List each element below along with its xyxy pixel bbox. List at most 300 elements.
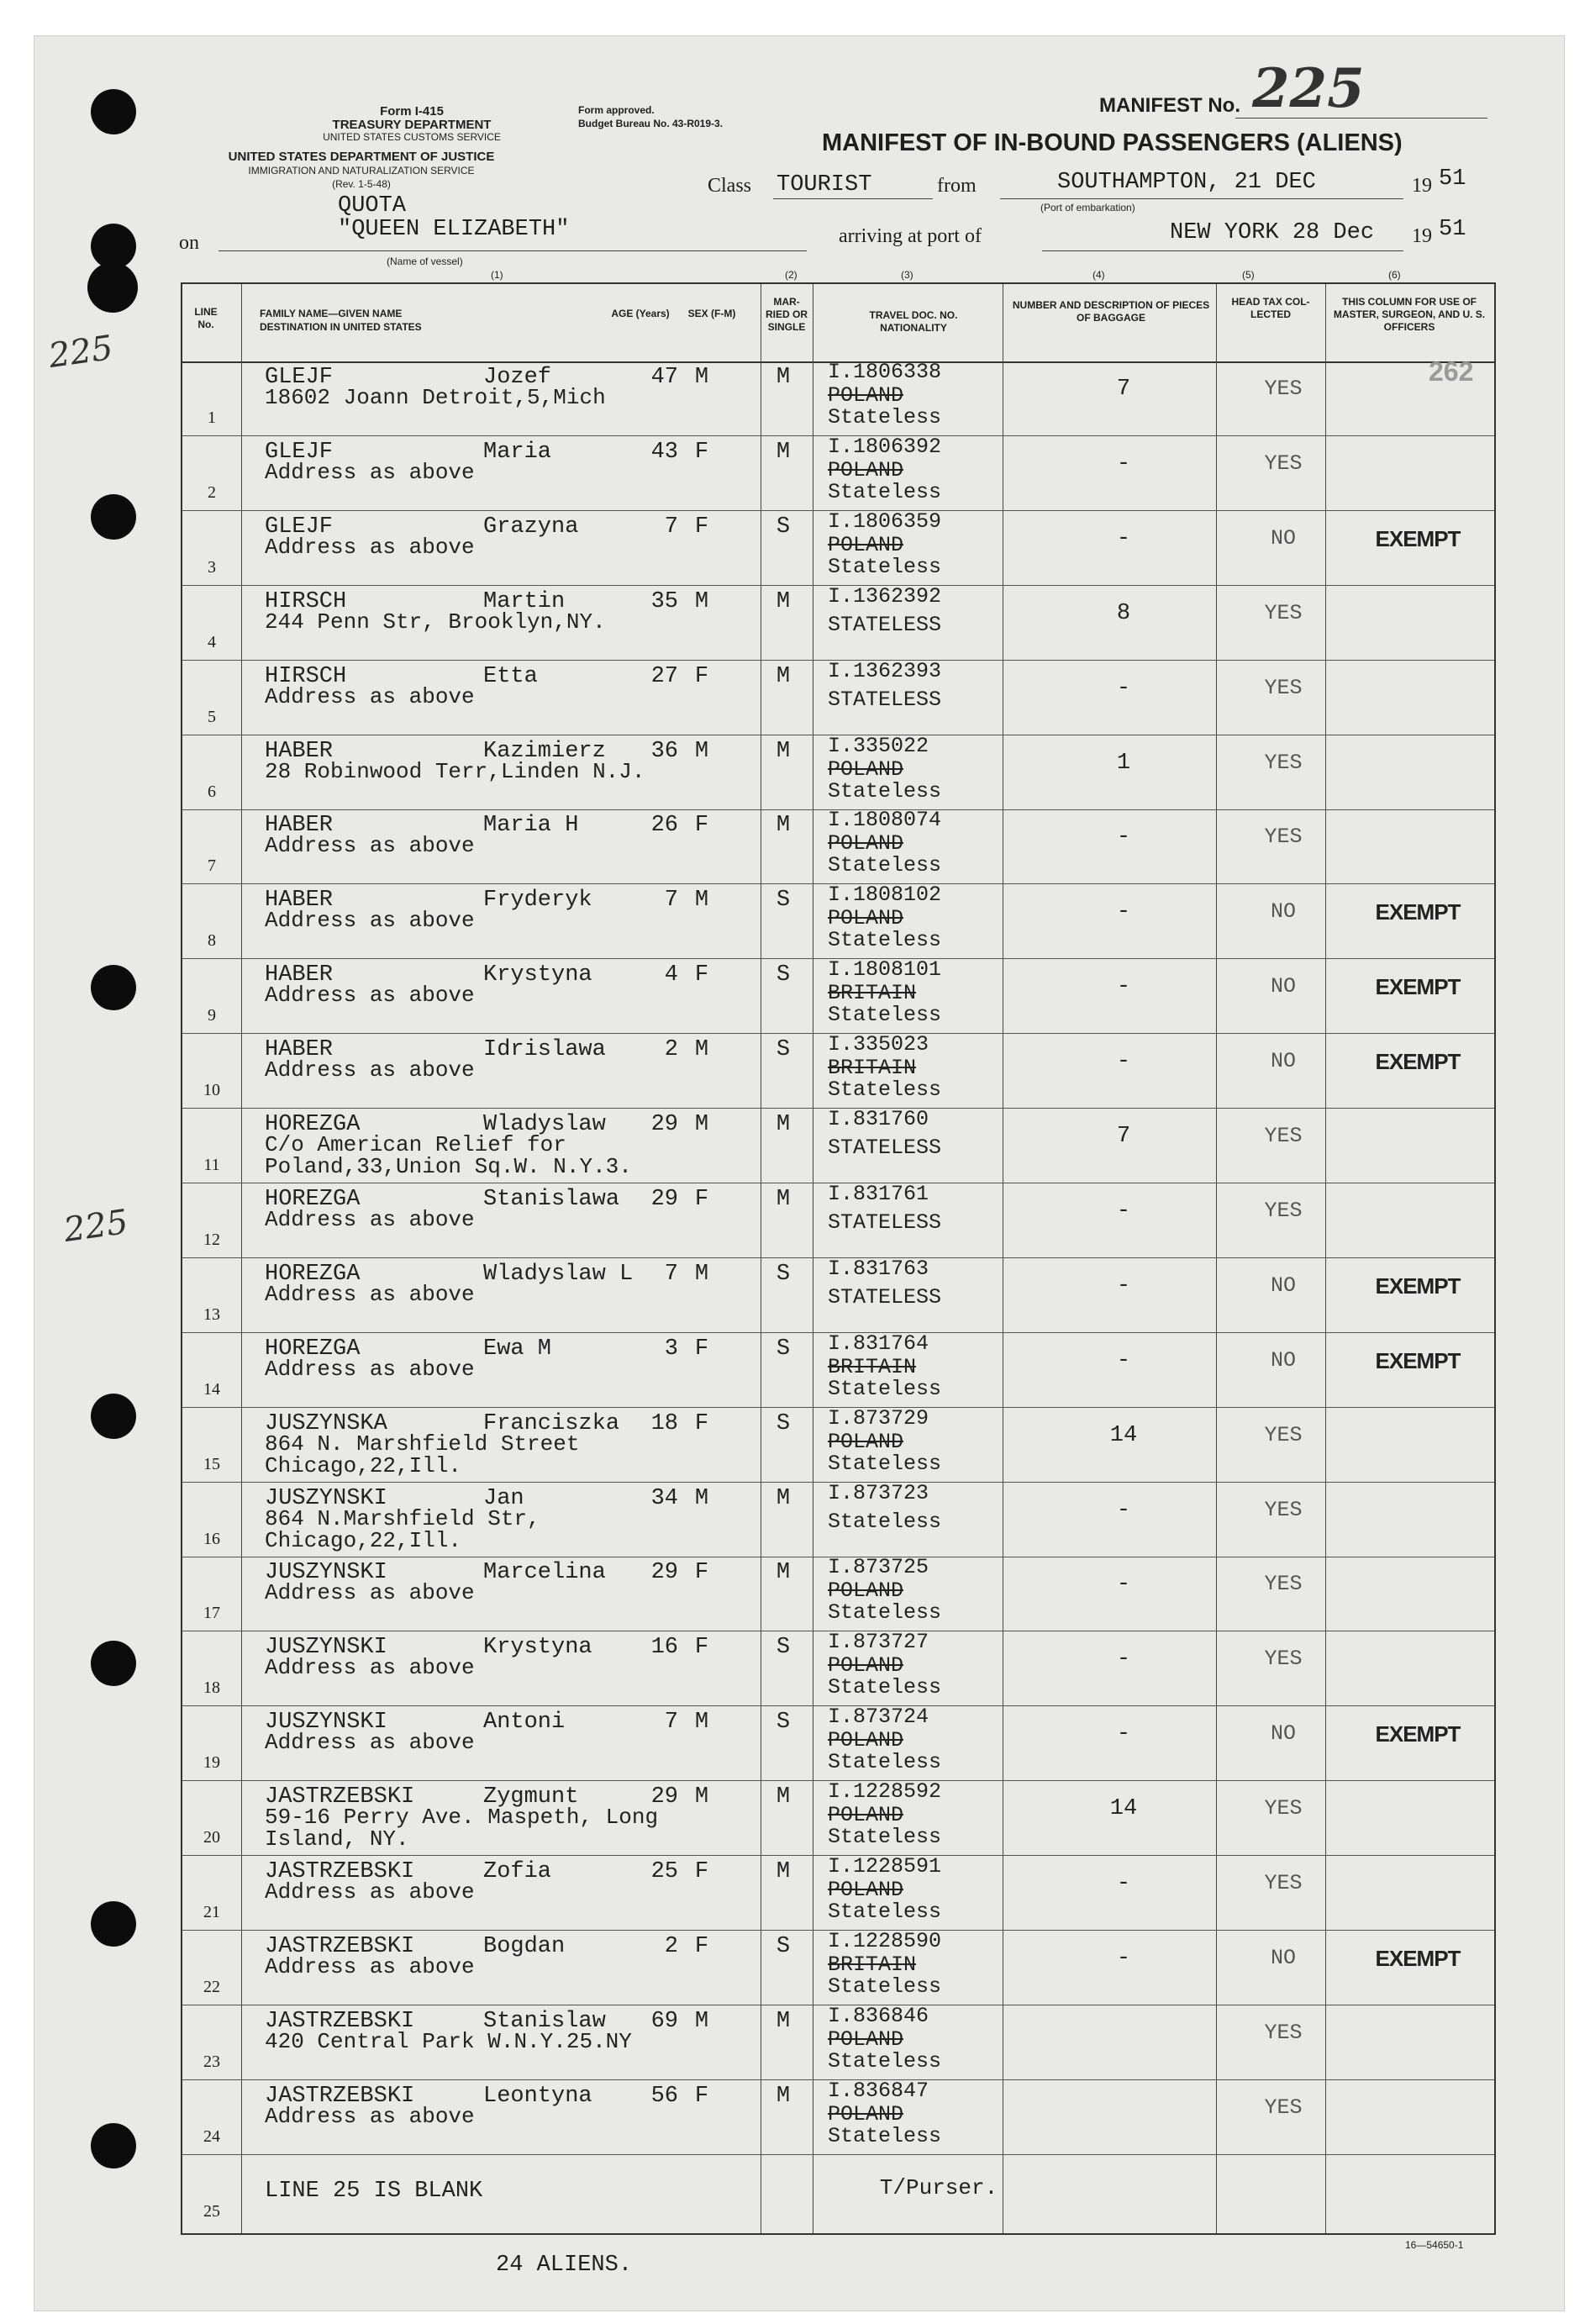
table-row bbox=[182, 2155, 1494, 2229]
given-name: Antoni bbox=[483, 1710, 566, 1736]
col-header-head-tax: HEAD TAX COL-LECTED bbox=[1231, 296, 1310, 320]
nationality: Stateless bbox=[828, 1376, 942, 1401]
sex: M bbox=[694, 1261, 709, 1287]
line-number: 2 bbox=[208, 482, 216, 502]
age: 29 bbox=[650, 1186, 678, 1212]
passenger-rows bbox=[182, 361, 1494, 2233]
table-row bbox=[182, 1480, 1494, 1557]
given-name: Krystyna bbox=[483, 962, 592, 988]
destination-address: 59-16 Perry Ave. Maspeth, Long Island, NY. bbox=[265, 1805, 659, 1852]
baggage-count: 14 bbox=[1109, 1796, 1138, 1822]
destination-address: Address as above bbox=[265, 1057, 475, 1083]
officer-note: EXEMPT bbox=[1375, 1273, 1461, 1299]
baggage-count: - bbox=[1116, 974, 1131, 1000]
line-number: 12 bbox=[203, 1230, 220, 1249]
nationality-struck: POLAND bbox=[828, 1653, 904, 1678]
sex: F bbox=[694, 514, 709, 540]
travel-doc-number: I.1806338 bbox=[828, 360, 942, 384]
col-header-travel-doc: TRAVEL DOC. NO. NATIONALITY bbox=[869, 309, 958, 334]
given-name: Bogdan bbox=[483, 1933, 566, 1959]
officer-note: EXEMPT bbox=[1375, 1049, 1461, 1075]
revision: (Rev. 1-5-48) bbox=[332, 178, 391, 190]
head-tax: NO bbox=[1270, 1347, 1296, 1373]
vessel-caption: (Name of vessel) bbox=[387, 256, 463, 267]
sex: M bbox=[694, 888, 709, 914]
aliens-count: 24 ALIENS. bbox=[496, 2253, 633, 2278]
given-name: Maria H bbox=[483, 813, 579, 839]
travel-doc-number: I.836846 bbox=[828, 2003, 929, 2028]
family-name: HABER bbox=[265, 1037, 334, 1063]
given-name: Wladyslaw bbox=[483, 1112, 606, 1137]
age: 25 bbox=[650, 1859, 678, 1884]
table-row bbox=[182, 959, 1494, 1034]
given-name: Fryderyk bbox=[483, 888, 592, 914]
given-name: Leontyna bbox=[483, 2083, 592, 2109]
line-number: 1 bbox=[208, 408, 216, 427]
destination-address: 18602 Joann Detroit,5,Mich bbox=[265, 385, 606, 410]
travel-doc-number: I.1806359 bbox=[828, 509, 942, 534]
col-header-sex: SEX (F-M) bbox=[687, 308, 736, 319]
head-tax: NO bbox=[1270, 899, 1296, 925]
nationality-struck: POLAND bbox=[828, 831, 904, 856]
age: 29 bbox=[650, 1784, 678, 1810]
marital-status: M bbox=[776, 1859, 791, 1884]
head-tax: NO bbox=[1270, 1945, 1296, 1970]
marital-status: M bbox=[776, 663, 791, 689]
head-tax: YES bbox=[1264, 825, 1303, 850]
baggage-count: - bbox=[1116, 1871, 1131, 1896]
form-approved: Form approved. bbox=[578, 104, 655, 116]
sex: M bbox=[694, 738, 709, 764]
family-name: JUSZYNSKI bbox=[265, 1710, 387, 1736]
table-row bbox=[182, 511, 1494, 586]
marital-status: S bbox=[776, 1037, 791, 1063]
travel-doc-number: I.831764 bbox=[828, 1331, 929, 1356]
marital-status: M bbox=[776, 365, 791, 390]
nationality-struck: BRITAIN bbox=[828, 1354, 917, 1379]
travel-doc-number: I.335022 bbox=[828, 733, 929, 758]
destination-address: Address as above bbox=[265, 1281, 475, 1307]
destination-address: C/o American Relief for Poland,33,Union Sq.W. N.Y.3. bbox=[265, 1132, 632, 1179]
stamp-262: 262 bbox=[1429, 356, 1474, 387]
marital-status: M bbox=[776, 588, 791, 614]
binder-hole bbox=[91, 89, 136, 134]
line-number: 22 bbox=[203, 1977, 220, 1996]
travel-doc-number: I.873725 bbox=[828, 1555, 929, 1580]
nationality-struck: BRITAIN bbox=[828, 1056, 917, 1081]
head-tax: YES bbox=[1264, 451, 1303, 476]
table-header bbox=[182, 284, 1494, 363]
head-tax: YES bbox=[1264, 377, 1303, 401]
nationality: Stateless bbox=[828, 778, 942, 804]
destination-address: 420 Central Park W.N.Y.25.NY bbox=[265, 2028, 632, 2054]
age: 27 bbox=[650, 663, 678, 689]
nationality-struck: POLAND bbox=[828, 2101, 904, 2126]
nationality: Stateless bbox=[828, 405, 942, 429]
arrival-value: NEW YORK 28 Dec bbox=[1170, 220, 1375, 245]
line-number: 8 bbox=[208, 931, 216, 951]
nationality: Stateless bbox=[828, 1509, 942, 1534]
col-header-age: AGE (Years) bbox=[611, 308, 670, 319]
col-num-2: (2) bbox=[785, 269, 798, 281]
given-name: Jozef bbox=[483, 365, 552, 390]
officer-note: EXEMPT bbox=[1375, 1945, 1461, 1971]
treasury-dept: TREASURY DEPARTMENT bbox=[332, 118, 492, 132]
head-tax: NO bbox=[1270, 974, 1296, 999]
sex: F bbox=[694, 962, 709, 988]
family-name: HABER bbox=[265, 962, 334, 988]
given-name: Kazimierz bbox=[483, 738, 606, 764]
baggage-count: - bbox=[1116, 451, 1131, 477]
quota: QUOTA bbox=[338, 193, 407, 219]
table-row bbox=[182, 436, 1494, 511]
head-tax: YES bbox=[1264, 1572, 1303, 1597]
margin-note: 225 bbox=[61, 1202, 131, 1251]
age: 3 bbox=[664, 1336, 678, 1362]
nationality: Stateless bbox=[828, 853, 942, 878]
given-name: Maria bbox=[483, 439, 552, 465]
destination-address: Address as above bbox=[265, 983, 475, 1009]
sex: M bbox=[694, 588, 709, 614]
head-tax: YES bbox=[1264, 1124, 1303, 1148]
baggage-count: - bbox=[1116, 675, 1131, 701]
family-name: HABER bbox=[265, 813, 334, 839]
destination-address: Address as above bbox=[265, 459, 475, 485]
manifest-title: MANIFEST OF IN-BOUND PASSENGERS (ALIENS) bbox=[822, 129, 1403, 156]
line-number: 17 bbox=[203, 1604, 220, 1623]
travel-doc-number: I.873727 bbox=[828, 1630, 929, 1655]
binder-hole bbox=[91, 1901, 136, 1947]
ins-service: IMMIGRATION AND NATURALIZATION SERVICE bbox=[248, 165, 475, 177]
marital-status: M bbox=[776, 1784, 791, 1810]
line-number: 20 bbox=[203, 1828, 220, 1847]
table-row bbox=[182, 884, 1494, 959]
nationality-struck: POLAND bbox=[828, 1803, 904, 1828]
family-name: HABER bbox=[265, 888, 334, 914]
vessel-name: "QUEEN ELIZABETH" bbox=[338, 217, 570, 242]
table-row bbox=[182, 735, 1494, 810]
nationality: STATELESS bbox=[828, 687, 942, 712]
family-name: JUSZYNSKA bbox=[265, 1410, 387, 1436]
sex: F bbox=[694, 1560, 709, 1586]
age: 4 bbox=[664, 962, 678, 988]
table-row bbox=[182, 2080, 1494, 2155]
travel-doc-number: I.1806392 bbox=[828, 434, 942, 459]
class-label: Class bbox=[708, 175, 752, 197]
marital-status: S bbox=[776, 1410, 791, 1436]
head-tax: NO bbox=[1270, 1049, 1296, 1074]
line-number: 6 bbox=[208, 782, 216, 801]
family-name: HOREZGA bbox=[265, 1261, 361, 1287]
baggage-count: 7 bbox=[1116, 377, 1131, 402]
binder-hole bbox=[91, 2123, 136, 2169]
table-row bbox=[182, 2005, 1494, 2080]
sex: F bbox=[694, 1859, 709, 1884]
sex: F bbox=[694, 1933, 709, 1959]
officer-note: EXEMPT bbox=[1375, 899, 1461, 925]
class-value: TOURIST bbox=[777, 172, 872, 198]
nationality: Stateless bbox=[828, 928, 942, 953]
officer-note: EXEMPT bbox=[1375, 1721, 1461, 1747]
travel-doc-number: I.873723 bbox=[828, 1480, 929, 1505]
from-year-prefix: 19 bbox=[1412, 175, 1432, 197]
family-name: GLEJF bbox=[265, 439, 334, 465]
destination-address: 244 Penn Str, Brooklyn,NY. bbox=[265, 609, 606, 635]
family-name: HIRSCH bbox=[265, 588, 347, 614]
sex: M bbox=[694, 1037, 709, 1063]
baggage-count: - bbox=[1116, 1347, 1131, 1373]
table-row bbox=[182, 1781, 1494, 1856]
travel-doc-number: I.836847 bbox=[828, 2078, 929, 2103]
manifest-number: 225 bbox=[1252, 57, 1365, 120]
travel-doc-number: I.1228592 bbox=[828, 1779, 942, 1805]
marital-status: M bbox=[776, 1485, 791, 1511]
family-name: JUSZYNSKI bbox=[265, 1485, 387, 1511]
destination-address: Address as above bbox=[265, 1953, 475, 1979]
head-tax: YES bbox=[1264, 750, 1303, 775]
head-tax: NO bbox=[1270, 1721, 1296, 1747]
line-number: 16 bbox=[203, 1529, 220, 1548]
budget-bureau: Budget Bureau No. 43-R019-3. bbox=[578, 118, 724, 129]
nationality-struck: POLAND bbox=[828, 1878, 904, 1902]
given-name: Ewa M bbox=[483, 1336, 552, 1362]
age: 7 bbox=[664, 1261, 678, 1287]
manifest-number-label: MANIFEST No. bbox=[1099, 94, 1240, 117]
destination-address: Address as above bbox=[265, 1655, 475, 1681]
marital-status: M bbox=[776, 1112, 791, 1137]
embarkation-caption: (Port of embarkation) bbox=[1040, 202, 1135, 213]
age: 47 bbox=[650, 365, 678, 390]
travel-doc-number: I.335023 bbox=[828, 1032, 929, 1057]
head-tax: YES bbox=[1264, 2095, 1303, 2120]
col-num-4: (4) bbox=[1092, 269, 1105, 281]
family-name: HOREZGA bbox=[265, 1336, 361, 1362]
nationality-struck: POLAND bbox=[828, 1578, 904, 1604]
age: 56 bbox=[650, 2083, 678, 2109]
travel-doc-number: I.831760 bbox=[828, 1107, 929, 1131]
line-number: 5 bbox=[208, 707, 216, 726]
age: 18 bbox=[650, 1410, 678, 1436]
destination-address: 864 N. Marshfield Street Chicago,22,Ill. bbox=[265, 1431, 580, 1478]
line-number: 11 bbox=[203, 1156, 220, 1174]
line-number: 25 bbox=[203, 2201, 220, 2221]
sex: F bbox=[694, 1635, 709, 1661]
justice-dept: UNITED STATES DEPARTMENT OF JUSTICE bbox=[228, 150, 495, 164]
binder-hole bbox=[87, 262, 138, 313]
age: 26 bbox=[650, 813, 678, 839]
age: 34 bbox=[650, 1485, 678, 1511]
destination-address: 864 N.Marshfield Str, Chicago,22,Ill. bbox=[265, 1505, 540, 1553]
sex: M bbox=[694, 2008, 709, 2034]
table-row bbox=[182, 1706, 1494, 1781]
sex: F bbox=[694, 663, 709, 689]
passenger-table bbox=[181, 282, 1496, 2235]
family-name: JUSZYNSKI bbox=[265, 1560, 387, 1586]
travel-doc-number: I.1808074 bbox=[828, 808, 942, 833]
table-row bbox=[182, 583, 1494, 661]
table-row bbox=[182, 1034, 1494, 1109]
table-row bbox=[182, 1333, 1494, 1408]
nationality: STATELESS bbox=[828, 1284, 942, 1310]
head-tax: YES bbox=[1264, 1647, 1303, 1672]
travel-doc-number: I.1362392 bbox=[828, 583, 942, 609]
travel-doc-number: I.873729 bbox=[828, 1405, 929, 1431]
from-value: SOUTHAMPTON, 21 DEC bbox=[1057, 170, 1316, 195]
family-name: JASTRZEBSKI bbox=[265, 2083, 415, 2109]
destination-address: Address as above bbox=[265, 683, 475, 709]
age: 69 bbox=[650, 2008, 678, 2034]
destination-address: Address as above bbox=[265, 1879, 475, 1905]
age: 7 bbox=[664, 514, 678, 540]
given-name: Martin bbox=[483, 588, 566, 614]
nationality: Stateless bbox=[828, 2048, 942, 2074]
arrival-year-prefix: 19 bbox=[1412, 225, 1432, 247]
baggage-count: - bbox=[1116, 1945, 1131, 1971]
nationality: Stateless bbox=[828, 2123, 942, 2148]
officer-note: EXEMPT bbox=[1375, 974, 1461, 1000]
travel-doc-number: I.873724 bbox=[828, 1705, 929, 1730]
line-number: 19 bbox=[203, 1753, 220, 1773]
sex: M bbox=[694, 1485, 709, 1511]
nationality: STATELESS bbox=[828, 612, 942, 637]
given-name: Stanislaw bbox=[483, 2008, 606, 2034]
destination-address: Address as above bbox=[265, 1580, 475, 1606]
marital-status: M bbox=[776, 439, 791, 465]
baggage-count: - bbox=[1116, 525, 1131, 551]
line-number: 14 bbox=[203, 1379, 220, 1399]
line-number: 9 bbox=[208, 1006, 216, 1025]
baggage-count: 8 bbox=[1116, 600, 1131, 626]
nationality: Stateless bbox=[828, 1451, 942, 1476]
binder-hole bbox=[91, 1641, 136, 1686]
marital-status: M bbox=[776, 738, 791, 764]
nationality-struck: POLAND bbox=[828, 2026, 904, 2052]
line-number: 10 bbox=[203, 1081, 220, 1100]
baggage-count: - bbox=[1116, 1721, 1131, 1747]
binder-hole bbox=[91, 1394, 136, 1439]
family-name: LINE 25 IS BLANK bbox=[265, 2178, 483, 2204]
line-number: 21 bbox=[203, 1903, 220, 1921]
line-number: 15 bbox=[203, 1454, 220, 1473]
table-row bbox=[182, 1183, 1494, 1258]
nationality: Stateless bbox=[828, 1825, 942, 1850]
given-name: Grazyna bbox=[483, 514, 579, 540]
travel-doc-number: I.831763 bbox=[828, 1256, 929, 1281]
given-name: Zygmunt bbox=[483, 1784, 579, 1810]
nationality-struck: POLAND bbox=[828, 532, 904, 557]
nationality: Stateless bbox=[828, 1078, 942, 1103]
line-number: 7 bbox=[208, 856, 216, 876]
age: 16 bbox=[650, 1635, 678, 1661]
nationality-struck: BRITAIN bbox=[828, 1952, 917, 1977]
head-tax: YES bbox=[1264, 1497, 1303, 1522]
officer-note: T/Purser. bbox=[879, 2174, 998, 2200]
table-row bbox=[182, 1109, 1494, 1183]
baggage-count: 7 bbox=[1116, 1124, 1131, 1149]
head-tax: NO bbox=[1270, 1273, 1296, 1298]
baggage-count: - bbox=[1116, 1049, 1131, 1075]
col-header-destination: DESTINATION IN UNITED STATES bbox=[260, 321, 422, 333]
table-row bbox=[182, 1928, 1494, 2005]
nationality: STATELESS bbox=[828, 1136, 942, 1160]
nationality: Stateless bbox=[828, 1900, 942, 1924]
destination-address: Address as above bbox=[265, 1730, 475, 1756]
head-tax: YES bbox=[1264, 675, 1303, 700]
travel-doc-number: I.1808101 bbox=[828, 957, 942, 983]
sex: F bbox=[694, 1410, 709, 1436]
given-name: Jan bbox=[483, 1485, 524, 1511]
sex: M bbox=[694, 365, 709, 390]
baggage-count: - bbox=[1116, 1198, 1131, 1224]
head-tax: YES bbox=[1264, 1422, 1303, 1447]
given-name: Franciszka bbox=[483, 1410, 620, 1436]
from-label: from bbox=[937, 175, 977, 197]
nationality-struck: POLAND bbox=[828, 1429, 904, 1454]
family-name: JASTRZEBSKI bbox=[265, 1859, 415, 1884]
head-tax: YES bbox=[1264, 1871, 1303, 1895]
arriving-label: arriving at port of bbox=[839, 225, 982, 247]
age: 7 bbox=[664, 1710, 678, 1736]
family-name: HIRSCH bbox=[265, 663, 347, 689]
sex: F bbox=[694, 439, 709, 465]
officer-note: EXEMPT bbox=[1375, 1347, 1461, 1373]
family-name: JASTRZEBSKI bbox=[265, 1784, 415, 1810]
marital-status: S bbox=[776, 514, 791, 540]
line-number: 3 bbox=[208, 557, 216, 577]
marital-status: S bbox=[776, 1635, 791, 1661]
head-tax: YES bbox=[1264, 2020, 1303, 2045]
col-header-line: LINE No. bbox=[194, 306, 218, 330]
sex: F bbox=[694, 2083, 709, 2109]
nationality-struck: BRITAIN bbox=[828, 981, 917, 1006]
age: 35 bbox=[650, 588, 678, 614]
line-number: 18 bbox=[203, 1678, 220, 1698]
table-row bbox=[182, 1258, 1494, 1333]
table-row bbox=[182, 1405, 1494, 1483]
officer-note: EXEMPT bbox=[1375, 525, 1461, 551]
destination-address: 28 Robinwood Terr,Linden N.J. bbox=[265, 758, 645, 784]
head-tax: NO bbox=[1270, 525, 1296, 551]
given-name: Zofia bbox=[483, 1859, 552, 1884]
baggage-count: - bbox=[1116, 1273, 1131, 1299]
head-tax: YES bbox=[1264, 1198, 1303, 1223]
arrival-year: 51 bbox=[1439, 217, 1466, 242]
nationality-struck: POLAND bbox=[828, 906, 904, 931]
travel-doc-number: I.1362393 bbox=[828, 658, 942, 683]
col-header-family: FAMILY NAME—GIVEN NAME bbox=[260, 308, 403, 319]
table-row bbox=[182, 1557, 1494, 1631]
nationality: Stateless bbox=[828, 1974, 942, 1999]
marital-status: M bbox=[776, 2008, 791, 2034]
age: 29 bbox=[650, 1112, 678, 1137]
line-number: 13 bbox=[203, 1304, 220, 1324]
table-row bbox=[182, 658, 1494, 735]
family-name: JASTRZEBSKI bbox=[265, 1933, 415, 1959]
age: 29 bbox=[650, 1560, 678, 1586]
family-name: HOREZGA bbox=[265, 1112, 361, 1137]
line-number: 23 bbox=[203, 2052, 220, 2071]
given-name: Marcelina bbox=[483, 1560, 606, 1586]
marital-status: M bbox=[776, 2083, 791, 2109]
age: 2 bbox=[664, 1037, 678, 1063]
sex: M bbox=[694, 1710, 709, 1736]
baggage-count: 14 bbox=[1109, 1422, 1138, 1448]
nationality-struck: POLAND bbox=[828, 457, 904, 482]
col-num-1: (1) bbox=[491, 269, 503, 281]
table-row bbox=[182, 361, 1494, 436]
col-header-officers: THIS COLUMN FOR USE OF MASTER, SURGEON, AND U. S. OFFICERS bbox=[1333, 296, 1486, 333]
family-name: GLEJF bbox=[265, 365, 334, 390]
